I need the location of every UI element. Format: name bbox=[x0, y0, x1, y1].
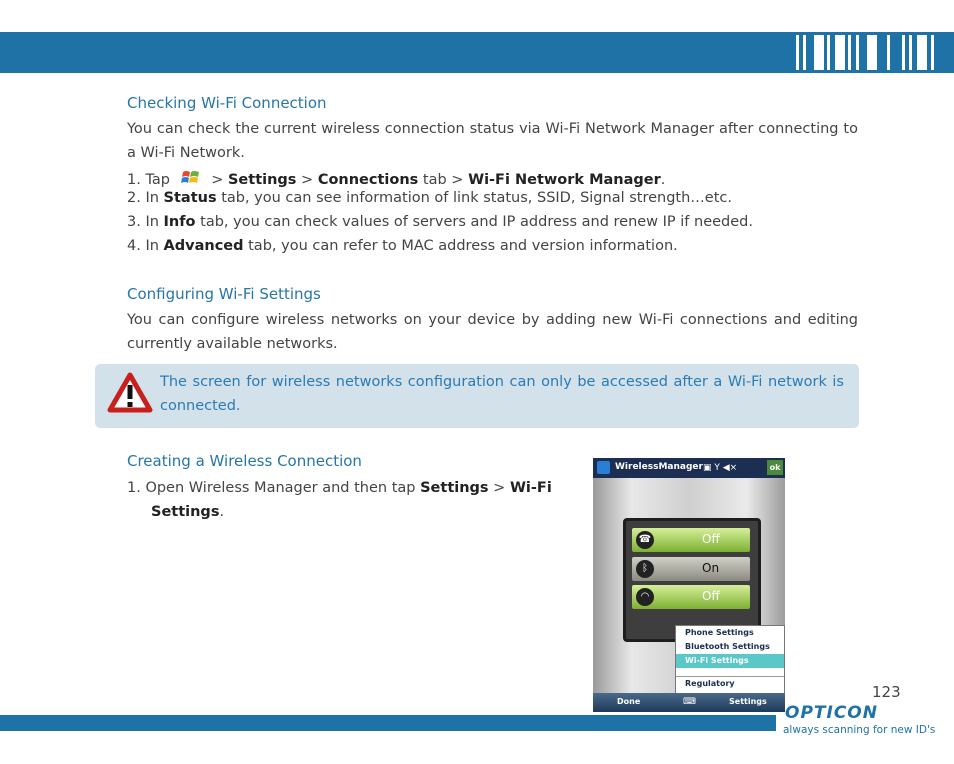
section-heading-checking: Checking Wi-Fi Connection bbox=[127, 94, 327, 112]
gt-separator: > bbox=[301, 172, 314, 188]
bluetooth-icon: ᛒ bbox=[636, 560, 654, 578]
wifi-toggle[interactable] bbox=[632, 585, 750, 609]
header-bar bbox=[0, 32, 954, 73]
menu-item-regulatory[interactable]: Regulatory bbox=[676, 676, 784, 691]
footer-bar bbox=[0, 715, 776, 731]
barcode-logo-icon bbox=[796, 35, 934, 70]
checking-step-1 bbox=[127, 169, 665, 188]
gt-separator: > bbox=[493, 480, 506, 496]
checking-step-3 bbox=[127, 214, 753, 230]
step-prefix: 1. Open Wireless Manager and then tap bbox=[127, 480, 416, 496]
wifi-manager-label: Wi-Fi Network Manager bbox=[468, 172, 661, 188]
settings-softkey[interactable]: Settings bbox=[729, 697, 767, 706]
device-softkey-bar bbox=[593, 693, 785, 712]
device-screenshot bbox=[593, 458, 785, 712]
settings-menu bbox=[675, 625, 785, 695]
gt-separator: > bbox=[211, 172, 224, 188]
menu-item-phone-settings[interactable]: Phone Settings bbox=[685, 628, 754, 637]
menu-item-bluetooth-settings[interactable]: Bluetooth Settings bbox=[685, 642, 770, 651]
connections-label: Connections bbox=[317, 172, 419, 188]
device-title-bar bbox=[593, 458, 785, 478]
device-title: WirelessManager bbox=[615, 462, 703, 472]
step-text: tab, you can see information of link status, SSID, Signal strength…etc. bbox=[221, 190, 732, 206]
advanced-label: Advanced bbox=[163, 238, 244, 254]
bluetooth-toggle[interactable] bbox=[632, 557, 750, 581]
step-text: tab, you can refer to MAC address and version information. bbox=[248, 238, 678, 254]
step-prefix: 4. In bbox=[127, 238, 159, 254]
phone-icon: ☎ bbox=[636, 531, 654, 549]
menu-item-wifi-settings[interactable]: Wi-Fi Settings bbox=[676, 654, 784, 668]
settings-label: Settings bbox=[420, 480, 489, 496]
ok-button[interactable]: ok bbox=[767, 460, 783, 475]
warning-note bbox=[95, 364, 859, 428]
step-text: tab, you can check values of servers and IP address and renew IP if needed. bbox=[200, 214, 753, 230]
step-prefix: 3. In bbox=[127, 214, 159, 230]
page-number: 123 bbox=[872, 683, 901, 701]
warning-text: The screen for wireless networks configuration can only be accessed after a Wi-Fi network is connected. bbox=[160, 374, 844, 414]
period: . bbox=[660, 172, 666, 188]
section-heading-configuring: Configuring Wi-Fi Settings bbox=[127, 285, 321, 303]
windows-start-icon bbox=[181, 169, 201, 187]
wifi-state: Off bbox=[702, 589, 720, 603]
phone-toggle[interactable] bbox=[632, 528, 750, 552]
wifi-label: Wi-Fi bbox=[509, 480, 552, 496]
settings-label: Settings bbox=[151, 504, 220, 520]
opticon-logo: OPTICON bbox=[785, 703, 878, 723]
checking-intro: You can check the current wireless connection status via Wi-Fi Network Manager after connecting to a Wi-Fi Network. bbox=[127, 121, 858, 161]
wireless-toggle-panel bbox=[623, 518, 761, 642]
step-prefix: 2. In bbox=[127, 190, 159, 206]
windows-start-icon bbox=[597, 461, 610, 474]
status-label: Status bbox=[163, 190, 217, 206]
keyboard-icon[interactable]: ⌨ bbox=[683, 697, 696, 707]
checking-step-2 bbox=[127, 190, 732, 206]
checking-step-4 bbox=[127, 238, 678, 254]
phone-state: Off bbox=[702, 532, 720, 546]
settings-label: Settings bbox=[227, 172, 297, 188]
configuring-intro: You can configure wireless networks on your device by adding new Wi-Fi connections and editing currently available networks. bbox=[127, 312, 858, 352]
bluetooth-state: On bbox=[702, 561, 720, 575]
warning-triangle-icon bbox=[107, 372, 153, 418]
tab-text: tab > bbox=[422, 172, 464, 188]
wifi-icon: ◠ bbox=[636, 588, 654, 606]
done-softkey[interactable]: Done bbox=[617, 697, 641, 706]
period: . bbox=[219, 504, 225, 520]
step-prefix: 1. Tap bbox=[127, 172, 170, 188]
status-icons: ▣ Y ◀× bbox=[703, 463, 738, 473]
info-label: Info bbox=[163, 214, 196, 230]
creating-step-1 bbox=[127, 476, 587, 524]
logo-tagline: always scanning for new ID's bbox=[783, 724, 936, 736]
section-heading-creating: Creating a Wireless Connection bbox=[127, 452, 362, 470]
